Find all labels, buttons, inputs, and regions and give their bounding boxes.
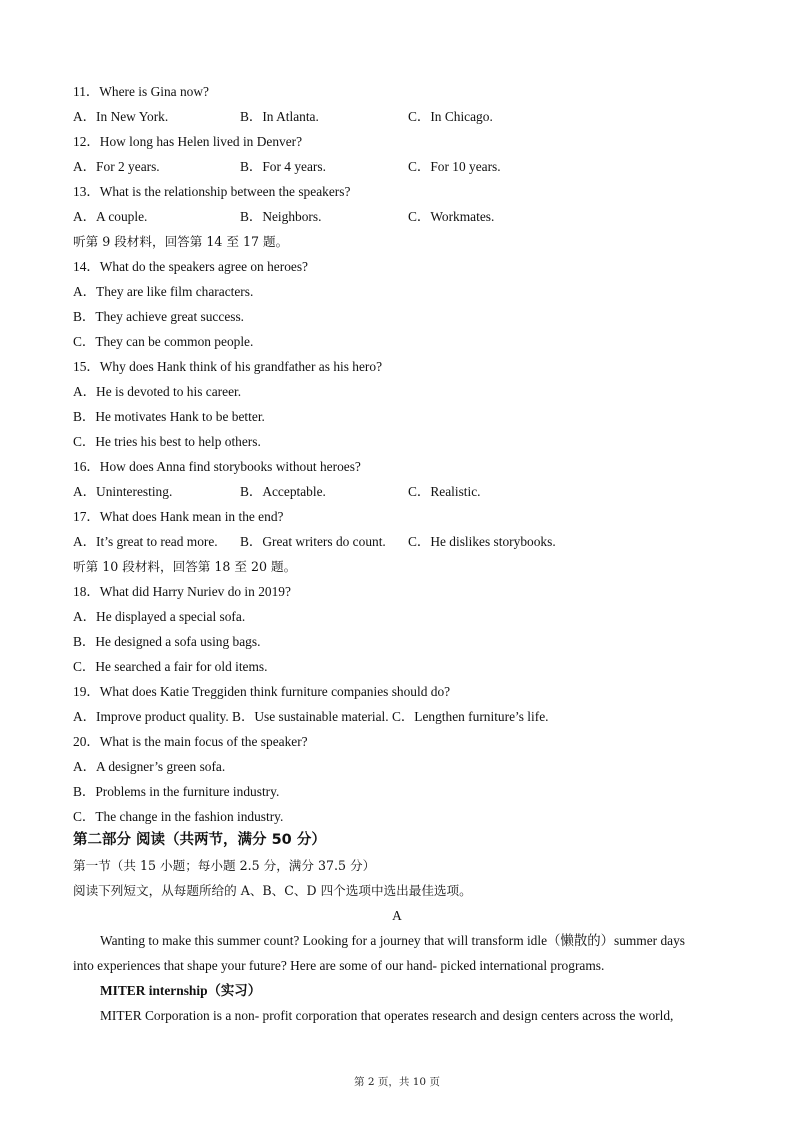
option-b: B．Acceptable.: [240, 484, 326, 499]
option-c: C．In Chicago.: [408, 109, 493, 124]
question-15: 15．Why does Hank think of his grandfather as his hero?: [73, 359, 383, 374]
option-b: B．In Atlanta.: [240, 109, 319, 124]
option-b: B．Neighbors.: [240, 209, 322, 224]
page-footer: 第 2 页，共 10 页: [354, 1076, 440, 1088]
question-17: 17．What does Hank mean in the end?: [73, 509, 284, 524]
option-c: C．He searched a fair for old items.: [73, 659, 268, 674]
option-a: A．In New York.: [73, 109, 169, 124]
part-2-heading: 第二部分 阅读（共两节，满分 50 分）: [73, 832, 326, 848]
question-19: 19．What does Katie Treggiden think furniture companies should do?: [73, 684, 451, 699]
reading-instruction: 阅读下列短文，从每题所给的 A、B、C、D 四个选项中选出最佳选项。: [73, 883, 472, 898]
section-heading-miter: MITER internship（实习）: [100, 983, 262, 998]
question-19-options: A．Improve product quality. B．Use sustainable material. C．Lengthen furniture’s life.: [73, 709, 549, 724]
question-12: 12．How long has Helen lived in Denver?: [73, 134, 303, 149]
section-1-heading: 第一节（共 15 小题；每小题 2.5 分，满分 37.5 分）: [73, 858, 376, 873]
option-c: C．The change in the fashion industry.: [73, 809, 284, 824]
option-b: B．Problems in the furniture industry.: [73, 784, 280, 799]
option-b: B．They achieve great success.: [73, 309, 245, 324]
question-14: 14．What do the speakers agree on heroes?: [73, 259, 308, 274]
section-10-instruction: 听第 10 段材料，回答第 18 至 20 题。: [73, 559, 297, 574]
option-c: C．For 10 years.: [408, 159, 501, 174]
option-a: A．He displayed a special sofa.: [73, 609, 246, 624]
option-a: A．Uninteresting.: [73, 484, 173, 499]
question-20: 20．What is the main focus of the speaker?: [73, 734, 308, 749]
option-b: B．He motivates Hank to be better.: [73, 409, 265, 424]
passage-label: A: [392, 908, 402, 923]
option-c: C．Realistic.: [408, 484, 481, 499]
section-9-instruction: 听第 9 段材料，回答第 14 至 17 题。: [73, 234, 289, 249]
option-a: A．A designer’s green sofa.: [73, 759, 226, 774]
option-c: C．He dislikes storybooks.: [408, 534, 556, 549]
question-16: 16．How does Anna find storybooks without heroes?: [73, 459, 361, 474]
option-b: B．For 4 years.: [240, 159, 326, 174]
option-a: A．They are like film characters.: [73, 284, 254, 299]
question-18: 18．What did Harry Nuriev do in 2019?: [73, 584, 291, 599]
option-b: B．Great writers do count.: [240, 534, 386, 549]
paragraph-1-line-1: Wanting to make this summer count? Looking for a journey that will transform idle（懒散的）summer days: [100, 933, 686, 948]
option-c: C．He tries his best to help others.: [73, 434, 261, 449]
option-a: A．For 2 years.: [73, 159, 160, 174]
option-b: B．He designed a sofa using bags.: [73, 634, 261, 649]
paragraph-2-line-1: MITER Corporation is a non- profit corporation that operates research and design centers across the world,: [100, 1008, 674, 1023]
option-a: A．A couple.: [73, 209, 148, 224]
question-13: 13．What is the relationship between the speakers?: [73, 184, 351, 199]
option-a: A．It’s great to read more.: [73, 534, 218, 549]
option-c: C．Workmates.: [408, 209, 495, 224]
option-a: A．He is devoted to his career.: [73, 384, 242, 399]
question-11: 11．Where is Gina now?: [73, 84, 209, 99]
paragraph-1-line-2: into experiences that shape your future? Here are some of our hand- picked international programs.: [73, 958, 605, 973]
option-c: C．They can be common people.: [73, 334, 254, 349]
